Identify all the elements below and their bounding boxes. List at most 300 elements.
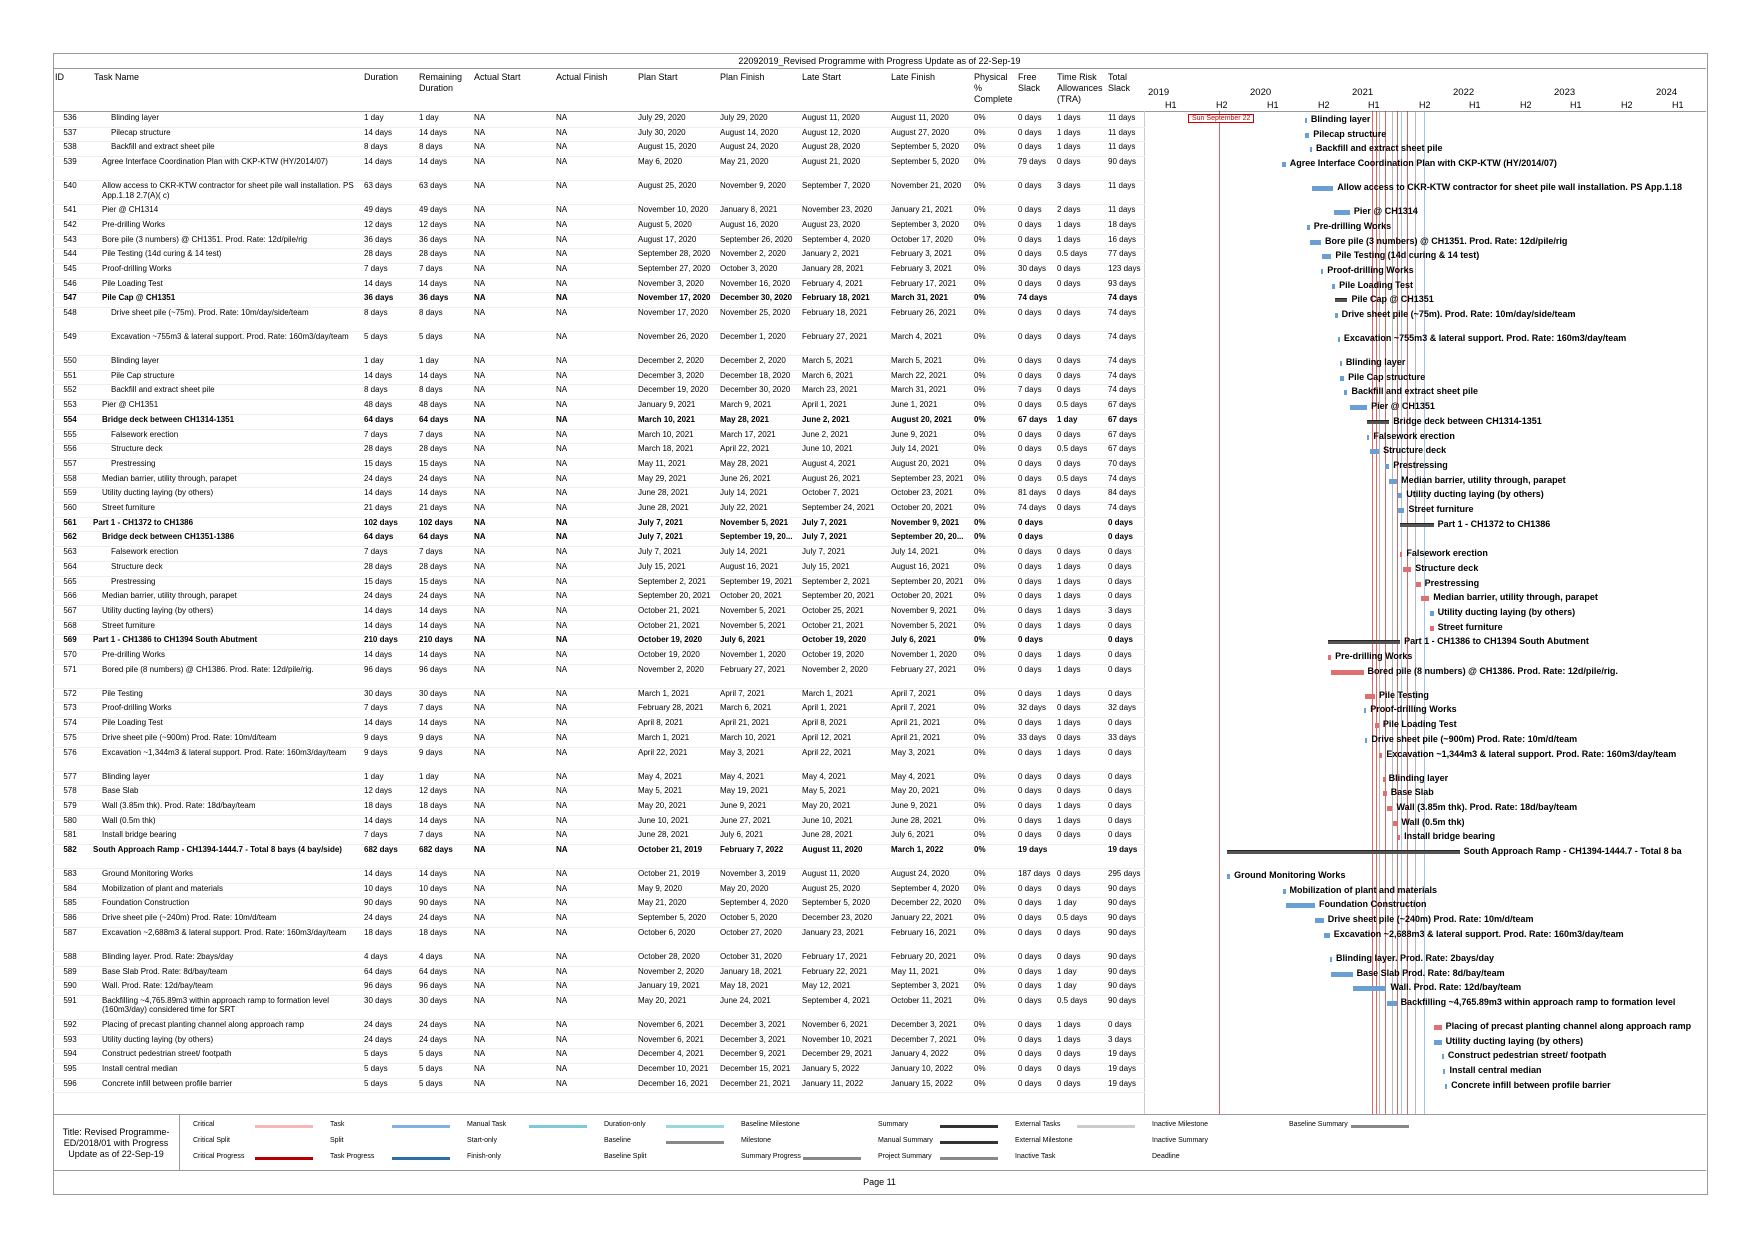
cell-ts: 67 days bbox=[1108, 429, 1137, 439]
cell-fs: 0 days bbox=[1018, 308, 1042, 317]
cell-pc: 0% bbox=[974, 869, 986, 878]
cell-tra: 0 days bbox=[1057, 488, 1081, 498]
task-bar[interactable] bbox=[1340, 361, 1342, 366]
cell-af: NA bbox=[556, 488, 568, 498]
cell-rem: 14 days bbox=[419, 157, 448, 167]
cell-af: NA bbox=[556, 869, 568, 878]
task-bar[interactable] bbox=[1443, 1069, 1445, 1074]
task-bar[interactable] bbox=[1321, 269, 1323, 274]
half-label: H2 bbox=[1621, 100, 1633, 110]
cell-af: NA bbox=[556, 732, 568, 742]
cell-name: Drive sheet pile (~75m). Prod. Rate: 10m/day/side/team bbox=[111, 308, 309, 317]
cell-fs: 0 days bbox=[1018, 688, 1042, 698]
task-bar[interactable] bbox=[1383, 777, 1385, 782]
table-row[interactable] bbox=[53, 913, 1143, 928]
cell-id: 573 bbox=[63, 703, 77, 713]
cell-af: NA bbox=[556, 981, 568, 991]
cell-fs: 32 days bbox=[1018, 703, 1047, 713]
cell-name: Wall. Prod. Rate: 12d/bay/team bbox=[102, 981, 213, 991]
cell-lf: July 14, 2021 bbox=[891, 444, 939, 454]
bar-label: Street furniture bbox=[1408, 504, 1474, 514]
cell-lf: March 4, 2021 bbox=[891, 332, 943, 341]
cell-ps: June 28, 2021 bbox=[638, 830, 689, 840]
cell-rem: 1 day bbox=[419, 356, 439, 365]
task-bar[interactable] bbox=[1332, 284, 1336, 289]
table-row[interactable] bbox=[53, 1079, 1143, 1094]
task-bar[interactable] bbox=[1367, 435, 1369, 440]
table-row[interactable] bbox=[53, 444, 1143, 459]
table-row[interactable] bbox=[53, 898, 1143, 913]
table-row[interactable] bbox=[53, 474, 1143, 489]
cell-as: NA bbox=[474, 414, 486, 424]
cell-ts: 0 days bbox=[1108, 650, 1132, 659]
bar-label: Pier @ CH1314 bbox=[1353, 206, 1418, 217]
cell-rem: 12 days bbox=[419, 786, 448, 796]
cell-as: NA bbox=[474, 263, 486, 273]
table-row[interactable] bbox=[53, 967, 1143, 982]
task-bar[interactable] bbox=[1331, 972, 1352, 977]
cell-pf: April 22, 2021 bbox=[720, 444, 770, 454]
cell-as: NA bbox=[474, 732, 486, 742]
cell-name: Mobilization of plant and materials bbox=[102, 883, 223, 893]
cell-lf: October 23, 2021 bbox=[891, 488, 953, 498]
cell-ts: 90 days bbox=[1108, 981, 1137, 991]
task-bar[interactable] bbox=[1365, 694, 1375, 699]
cell-fs: 0 days bbox=[1018, 605, 1042, 615]
cell-rem: 1 day bbox=[419, 113, 439, 122]
cell-as: NA bbox=[474, 561, 486, 571]
table-row[interactable] bbox=[53, 356, 1143, 371]
cell-fs: 0 days bbox=[1018, 718, 1042, 728]
task-bar[interactable] bbox=[1430, 626, 1434, 631]
task-bar[interactable] bbox=[1383, 791, 1387, 796]
task-bar[interactable] bbox=[1400, 552, 1402, 557]
cell-ls: April 1, 2021 bbox=[802, 703, 847, 713]
bar-label: Pile Loading Test bbox=[1382, 719, 1457, 730]
cell-dur: 14 days bbox=[364, 370, 393, 380]
cell-ls: November 2, 2020 bbox=[802, 664, 868, 674]
cell-tra: 0 days bbox=[1057, 1078, 1081, 1088]
task-bar[interactable] bbox=[1334, 210, 1350, 215]
task-bar[interactable] bbox=[1331, 670, 1363, 675]
cell-lf: August 20, 2021 bbox=[891, 414, 952, 424]
table-row[interactable] bbox=[53, 733, 1143, 748]
cell-id: 562 bbox=[63, 532, 77, 542]
table-row[interactable] bbox=[53, 235, 1143, 250]
table-row[interactable] bbox=[53, 1049, 1143, 1064]
cell-tra: 1 days bbox=[1057, 650, 1081, 659]
cell-fs: 0 days bbox=[1018, 771, 1042, 781]
cell-pf: November 2, 2020 bbox=[720, 249, 786, 259]
table-row[interactable] bbox=[53, 547, 1143, 562]
cell-ls: December 23, 2020 bbox=[802, 913, 873, 923]
task-bar[interactable] bbox=[1282, 162, 1286, 167]
bar-label: Base Slab bbox=[1390, 787, 1434, 798]
table-row[interactable] bbox=[53, 996, 1143, 1020]
table-row[interactable] bbox=[53, 606, 1143, 621]
table-row[interactable] bbox=[53, 801, 1143, 816]
table-row[interactable] bbox=[53, 981, 1143, 996]
summary-bar[interactable] bbox=[1367, 420, 1389, 424]
col-remaining: Remaining Duration bbox=[419, 72, 463, 93]
table-row[interactable] bbox=[53, 332, 1143, 356]
cell-pf: June 24, 2021 bbox=[720, 995, 771, 1005]
summary-bar[interactable] bbox=[1400, 523, 1433, 527]
table-row[interactable] bbox=[53, 532, 1143, 547]
cell-dur: 5 days bbox=[364, 1078, 388, 1088]
cell-pc: 0% bbox=[974, 356, 986, 365]
task-bar[interactable] bbox=[1310, 240, 1321, 245]
table-row[interactable] bbox=[53, 488, 1143, 503]
cell-name: Base Slab Prod. Rate: 8d/bay/team bbox=[102, 966, 228, 976]
cell-id: 536 bbox=[63, 113, 77, 122]
cell-fs: 187 days bbox=[1018, 869, 1051, 878]
table-row[interactable] bbox=[53, 415, 1143, 430]
bar-label: Pilecap structure bbox=[1313, 128, 1387, 139]
cell-pf: August 24, 2020 bbox=[720, 142, 779, 152]
cell-pc: 0% bbox=[974, 561, 986, 571]
task-bar[interactable] bbox=[1398, 493, 1403, 498]
legend-item: Baseline Milestone bbox=[741, 1121, 800, 1128]
cell-dur: 18 days bbox=[364, 927, 393, 937]
half-label: H2 bbox=[1318, 100, 1330, 110]
task-bar[interactable] bbox=[1398, 508, 1405, 513]
cell-dur: 14 days bbox=[364, 157, 393, 167]
table-row[interactable] bbox=[53, 220, 1143, 235]
table-row[interactable] bbox=[53, 459, 1143, 474]
cell-ts: 77 days bbox=[1108, 249, 1137, 259]
cell-af: NA bbox=[556, 650, 568, 659]
cell-pf: August 16, 2021 bbox=[720, 561, 779, 571]
cell-af: NA bbox=[556, 576, 568, 586]
table-row[interactable] bbox=[53, 772, 1143, 787]
cell-ls: August 28, 2020 bbox=[802, 142, 861, 152]
table-row[interactable] bbox=[53, 293, 1143, 308]
cell-ls: June 10, 2021 bbox=[802, 815, 853, 825]
cell-id: 576 bbox=[63, 747, 77, 757]
cell-fs: 0 days bbox=[1018, 356, 1042, 365]
col-task-name: Task Name bbox=[94, 72, 140, 82]
table-row[interactable] bbox=[53, 205, 1143, 220]
col-late-start: Late Start bbox=[802, 72, 842, 82]
half-label: H2 bbox=[1419, 100, 1431, 110]
cell-name: Part 1 - CH1372 to CH1386 bbox=[93, 517, 194, 527]
cell-fs: 0 days bbox=[1018, 249, 1042, 259]
task-bar[interactable] bbox=[1227, 874, 1231, 879]
bar-label: Proof-drilling Works bbox=[1327, 264, 1414, 275]
table-row[interactable] bbox=[53, 142, 1143, 157]
table-row[interactable] bbox=[53, 703, 1143, 718]
task-bar[interactable] bbox=[1283, 889, 1286, 894]
cell-fs: 0 days bbox=[1018, 332, 1042, 341]
cell-rem: 5 days bbox=[419, 332, 443, 341]
cell-lf: September 23, 2021 bbox=[891, 473, 964, 483]
table-row[interactable] bbox=[53, 1064, 1143, 1079]
task-bar[interactable] bbox=[1393, 821, 1398, 826]
cell-dur: 682 days bbox=[364, 845, 398, 854]
table-row[interactable] bbox=[53, 264, 1143, 279]
task-bar[interactable] bbox=[1434, 1040, 1442, 1045]
cell-dur: 14 days bbox=[364, 718, 393, 728]
cell-pf: December 21, 2021 bbox=[720, 1078, 791, 1088]
cell-name: Bore pile (3 numbers) @ CH1351. Prod. Rate: 12d/pile/rig bbox=[102, 234, 308, 244]
cell-ps: August 17, 2020 bbox=[638, 234, 697, 244]
task-bar[interactable] bbox=[1365, 738, 1367, 743]
legend-swatch bbox=[666, 1141, 724, 1144]
table-row[interactable] bbox=[53, 884, 1143, 899]
task-bar[interactable] bbox=[1340, 376, 1344, 381]
cell-lf: August 27, 2020 bbox=[891, 127, 950, 137]
table-row[interactable] bbox=[53, 952, 1143, 967]
cell-rem: 1 day bbox=[419, 771, 439, 781]
cell-ts: 19 days bbox=[1108, 845, 1138, 854]
bar-label: Construct pedestrian street/ footpath bbox=[1447, 1050, 1607, 1061]
legend-item: Inactive Summary bbox=[1152, 1137, 1209, 1144]
cell-ls: August 21, 2020 bbox=[802, 157, 861, 167]
task-bar[interactable] bbox=[1370, 449, 1380, 454]
cell-tra: 0 days bbox=[1057, 385, 1081, 395]
legend-item: Finish-only bbox=[467, 1153, 501, 1160]
table-row[interactable] bbox=[53, 621, 1143, 636]
cell-id: 567 bbox=[63, 605, 77, 615]
table-row[interactable] bbox=[53, 718, 1143, 733]
cell-fs: 0 days bbox=[1018, 278, 1042, 288]
table-row[interactable] bbox=[53, 928, 1143, 952]
table-row[interactable] bbox=[53, 1020, 1143, 1035]
cell-name: Prestressing bbox=[111, 458, 156, 468]
task-bar[interactable] bbox=[1305, 118, 1307, 123]
table-row[interactable] bbox=[53, 786, 1143, 801]
cell-pf: October 31, 2020 bbox=[720, 951, 782, 961]
cell-lf: February 17, 2021 bbox=[891, 278, 957, 288]
cell-ts: 67 days bbox=[1108, 444, 1137, 454]
cell-af: NA bbox=[556, 473, 568, 483]
cell-lf: July 14, 2021 bbox=[891, 547, 939, 557]
cell-dur: 10 days bbox=[364, 883, 393, 893]
cell-tra: 0 days bbox=[1057, 883, 1081, 893]
task-bar[interactable] bbox=[1305, 133, 1309, 138]
table-row[interactable] bbox=[53, 113, 1143, 128]
cell-ls: March 5, 2021 bbox=[802, 356, 854, 365]
cell-rem: 48 days bbox=[419, 400, 448, 410]
cell-name: Construct pedestrian street/ footpath bbox=[102, 1049, 232, 1059]
table-row[interactable] bbox=[53, 181, 1143, 205]
cell-id: 553 bbox=[63, 400, 77, 410]
cell-pc: 0% bbox=[974, 127, 986, 137]
table-row[interactable] bbox=[53, 816, 1143, 831]
cell-lf: March 5, 2021 bbox=[891, 356, 943, 365]
cell-fs: 0 days bbox=[1018, 400, 1042, 410]
cell-af: NA bbox=[556, 444, 568, 454]
progress-line bbox=[1379, 111, 1380, 1114]
task-bar[interactable] bbox=[1385, 464, 1390, 469]
cell-pf: June 27, 2021 bbox=[720, 815, 771, 825]
cell-lf: September 20, 2021 bbox=[891, 576, 964, 586]
cell-rem: 8 days bbox=[419, 385, 443, 395]
task-bar[interactable] bbox=[1350, 405, 1367, 410]
table-row[interactable] bbox=[53, 128, 1143, 143]
year-label: 2023 bbox=[1554, 87, 1576, 98]
cell-ts: 18 days bbox=[1108, 219, 1137, 229]
cell-rem: 8 days bbox=[419, 142, 443, 152]
task-bar[interactable] bbox=[1389, 479, 1397, 484]
task-bar[interactable] bbox=[1430, 611, 1434, 616]
task-bar[interactable] bbox=[1307, 225, 1310, 230]
cell-lf: February 3, 2021 bbox=[891, 249, 952, 259]
cell-ps: December 2, 2020 bbox=[638, 356, 704, 365]
table-row[interactable] bbox=[53, 1035, 1143, 1050]
table-row[interactable] bbox=[53, 562, 1143, 577]
cell-af: NA bbox=[556, 966, 568, 976]
table-row[interactable] bbox=[53, 279, 1143, 294]
task-bar[interactable] bbox=[1353, 986, 1387, 991]
cell-dur: 48 days bbox=[364, 400, 393, 410]
cell-name: Backfilling ~4,765.89m3 within approach ramp to formation level (160m3/day) considered time for SRT bbox=[102, 995, 330, 1015]
cell-name: Pile Testing bbox=[102, 688, 143, 698]
legend-swatch bbox=[255, 1125, 313, 1128]
cell-pf: July 22, 2021 bbox=[720, 503, 768, 512]
table-row[interactable] bbox=[53, 400, 1143, 415]
task-bar[interactable] bbox=[1312, 186, 1333, 191]
cell-ls: August 25, 2020 bbox=[802, 883, 861, 893]
cell-dur: 64 days bbox=[364, 414, 394, 424]
cell-fs: 0 days bbox=[1018, 532, 1043, 542]
table-row[interactable] bbox=[53, 665, 1143, 689]
table-row[interactable] bbox=[53, 249, 1143, 264]
cell-fs: 0 days bbox=[1018, 664, 1042, 674]
cell-ts: 90 days bbox=[1108, 913, 1137, 923]
table-row[interactable] bbox=[53, 577, 1143, 592]
table-row[interactable] bbox=[53, 689, 1143, 704]
task-bar[interactable] bbox=[1364, 708, 1366, 713]
cell-rem: 7 days bbox=[419, 263, 443, 273]
cell-rem: 24 days bbox=[419, 1034, 448, 1044]
cell-as: NA bbox=[474, 332, 486, 341]
cell-ls: December 29, 2021 bbox=[802, 1049, 873, 1059]
task-bar[interactable] bbox=[1403, 567, 1412, 572]
task-bar[interactable] bbox=[1344, 390, 1347, 395]
cell-dur: 24 days bbox=[364, 1019, 393, 1029]
progress-line bbox=[1401, 111, 1402, 1114]
table-row[interactable] bbox=[53, 371, 1143, 386]
table-row[interactable] bbox=[53, 385, 1143, 400]
legend-item: Summary Progress bbox=[741, 1153, 801, 1160]
task-bar[interactable] bbox=[1324, 933, 1330, 938]
cell-rem: 96 days bbox=[419, 981, 448, 991]
summary-bar[interactable] bbox=[1335, 298, 1347, 302]
cell-pc: 0% bbox=[974, 981, 986, 991]
task-bar[interactable] bbox=[1387, 1001, 1397, 1006]
cell-name: Structure deck bbox=[111, 444, 163, 454]
task-bar[interactable] bbox=[1315, 918, 1323, 923]
task-bar[interactable] bbox=[1445, 1084, 1447, 1089]
cell-lf: August 20, 2021 bbox=[891, 458, 950, 468]
task-bar[interactable] bbox=[1416, 582, 1421, 587]
task-bar[interactable] bbox=[1286, 903, 1315, 908]
task-bar[interactable] bbox=[1442, 1054, 1444, 1059]
table-row[interactable] bbox=[53, 157, 1143, 181]
cell-as: NA bbox=[474, 1019, 486, 1029]
cell-rem: 4 days bbox=[419, 951, 443, 961]
table-row[interactable] bbox=[53, 869, 1143, 884]
cell-fs: 0 days bbox=[1018, 620, 1042, 630]
cell-dur: 7 days bbox=[364, 703, 388, 713]
summary-bar[interactable] bbox=[1227, 850, 1460, 854]
progress-line bbox=[1424, 111, 1425, 1114]
task-bar[interactable] bbox=[1398, 835, 1400, 840]
cell-fs: 0 days bbox=[1018, 1049, 1042, 1059]
cell-ts: 11 days bbox=[1108, 113, 1136, 122]
cell-lf: June 1, 2021 bbox=[891, 400, 938, 410]
cell-pf: October 20, 2021 bbox=[720, 591, 782, 601]
cell-pf: May 20, 2020 bbox=[720, 883, 769, 893]
cell-ls: April 12, 2021 bbox=[802, 732, 852, 742]
cell-ls: June 10, 2021 bbox=[802, 444, 853, 454]
task-bar[interactable] bbox=[1434, 1025, 1442, 1030]
cell-fs: 0 days bbox=[1018, 1064, 1042, 1073]
table-row[interactable] bbox=[53, 503, 1143, 518]
task-bar[interactable] bbox=[1387, 806, 1392, 811]
task-bar[interactable] bbox=[1335, 313, 1337, 318]
progress-line bbox=[1392, 111, 1393, 1114]
summary-bar[interactable] bbox=[1328, 640, 1401, 644]
cell-id: 583 bbox=[63, 869, 77, 878]
task-bar[interactable] bbox=[1322, 254, 1332, 259]
cell-id: 572 bbox=[63, 688, 77, 698]
cell-pf: November 9, 2020 bbox=[720, 181, 786, 191]
cell-ts: 0 days bbox=[1108, 664, 1132, 674]
cell-ps: July 15, 2021 bbox=[638, 561, 686, 571]
task-bar[interactable] bbox=[1330, 957, 1332, 962]
cell-id: 539 bbox=[63, 157, 77, 167]
table-row[interactable] bbox=[53, 845, 1143, 869]
cell-as: NA bbox=[474, 664, 486, 674]
task-bar[interactable] bbox=[1310, 147, 1312, 152]
cell-ls: May 5, 2021 bbox=[802, 786, 847, 796]
cell-name: Pier @ CH1314 bbox=[102, 205, 159, 215]
cell-ts: 0 days bbox=[1108, 532, 1133, 542]
legend-item: Task bbox=[330, 1121, 345, 1128]
table-row[interactable] bbox=[53, 830, 1143, 845]
table-row[interactable] bbox=[53, 748, 1143, 772]
cell-af: NA bbox=[556, 951, 568, 961]
cell-as: NA bbox=[474, 142, 486, 152]
task-bar[interactable] bbox=[1421, 596, 1429, 601]
cell-tra: 1 days bbox=[1057, 561, 1081, 571]
cell-name: Blinding layer bbox=[111, 356, 160, 365]
table-row[interactable] bbox=[53, 591, 1143, 606]
table-row[interactable] bbox=[53, 635, 1143, 650]
cell-pf: March 17, 2021 bbox=[720, 429, 776, 439]
cell-pc: 0% bbox=[974, 293, 986, 303]
task-bar[interactable] bbox=[1338, 337, 1340, 342]
cell-fs: 0 days bbox=[1018, 786, 1042, 796]
cell-ts: 90 days bbox=[1108, 927, 1137, 937]
cell-rem: 49 days bbox=[419, 205, 448, 215]
table-row[interactable] bbox=[53, 308, 1143, 332]
table-row[interactable] bbox=[53, 518, 1143, 533]
cell-dur: 64 days bbox=[364, 966, 393, 976]
table-row[interactable] bbox=[53, 650, 1143, 665]
half-label: H1 bbox=[1469, 100, 1481, 110]
task-bar[interactable] bbox=[1328, 655, 1332, 660]
cell-tra: 1 days bbox=[1057, 688, 1081, 698]
table-row[interactable] bbox=[53, 430, 1143, 445]
task-bar[interactable] bbox=[1375, 723, 1379, 728]
task-bar[interactable] bbox=[1379, 753, 1382, 758]
legend-divider bbox=[179, 1115, 180, 1171]
cell-ps: July 29, 2020 bbox=[638, 113, 686, 122]
